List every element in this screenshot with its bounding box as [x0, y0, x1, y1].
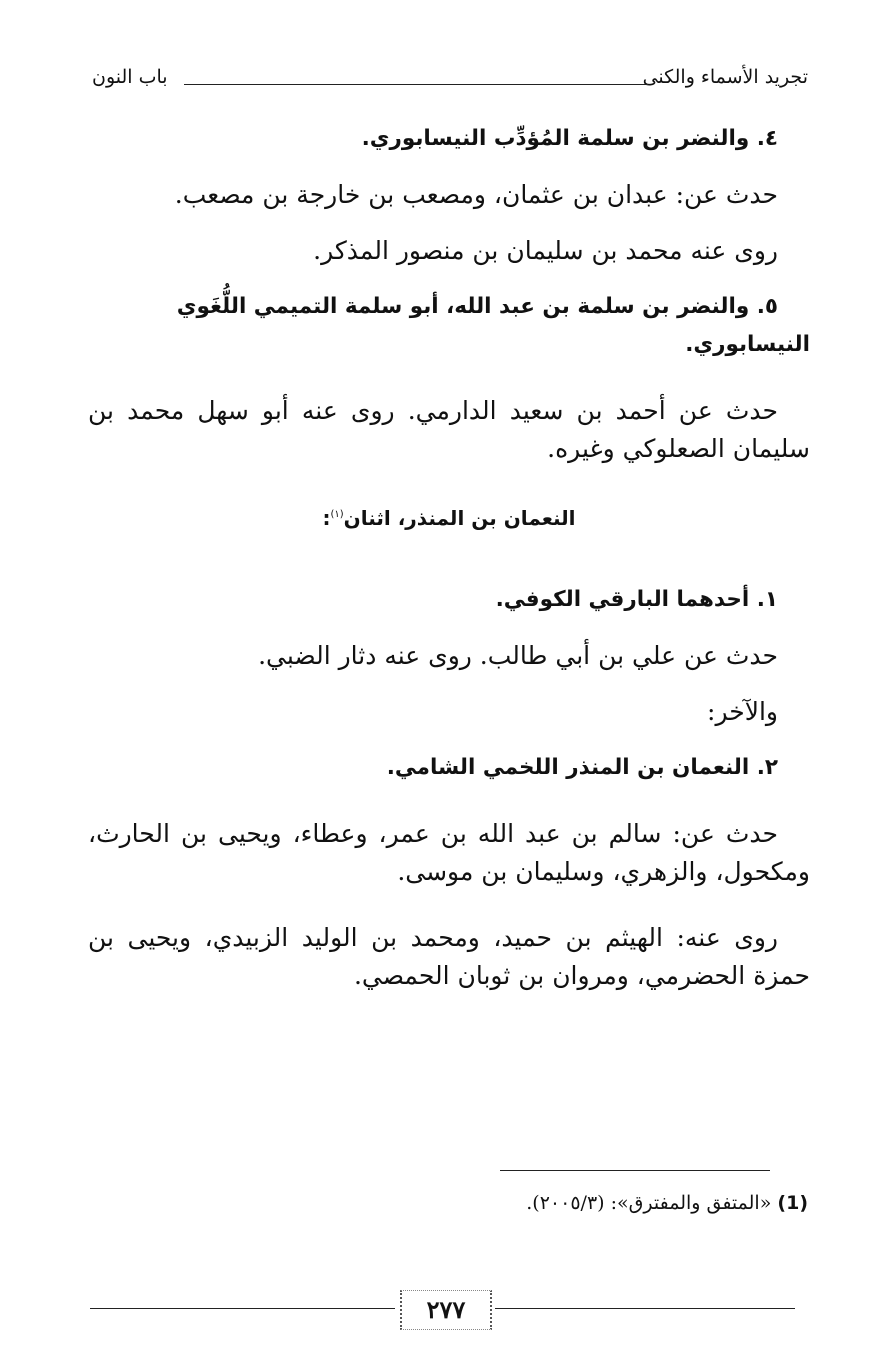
section-title — [88, 496, 810, 537]
footnote-number: (1) — [777, 1192, 808, 1214]
footer-rule-left — [90, 1308, 395, 1309]
section-title-text: النعمان بن المنذر، اثنان — [343, 506, 576, 530]
item-1-title: ١. أحدهما البارقي الكوفي. — [495, 587, 778, 612]
page-footer — [90, 1290, 795, 1336]
item-1-body: حدث عن علي بن أبي طالب. روى عنه دثار الضبي. — [258, 641, 778, 670]
running-header — [92, 62, 808, 96]
entry-4-narrated-from: حدث عن: عبدان بن عثمان، ومصعب بن خارجة بن مصعب. — [174, 180, 778, 209]
entry-4-title: ٤. والنضر بن سلمة المُؤدِّب النيسابوري. — [361, 126, 778, 151]
header-book-title: تجريد الأسماء والكنى — [642, 66, 808, 88]
section-title-suffix: : — [322, 506, 331, 530]
header-chapter: باب النون — [92, 66, 168, 88]
footnote — [526, 1188, 808, 1218]
page-body — [88, 120, 810, 995]
page-number: ٢٧٧ — [400, 1290, 492, 1330]
entry-5-title: ٥. والنضر بن سلمة بن عبد الله، أبو سلمة التميمي اللُّغَوي النيسابوري. — [176, 294, 810, 357]
item-2-narrators: روى عنه: الهيثم بن حميد، ومحمد بن الوليد الزبيدي، ويحيى بن حمزة الحضرمي، ومروان بن ثوبان الحمصي. — [88, 923, 810, 990]
header-rule — [184, 84, 648, 85]
footnote-text: «المتفق والمفترق»: (٢٠٠٥/٣). — [526, 1192, 772, 1214]
item-2-narrated-from: حدث عن: سالم بن عبد الله بن عمر، وعطاء، ويحيى بن الحارث، ومكحول، والزهري، وسليمان بن موسى. — [88, 819, 810, 886]
item-1-other: والآخر: — [707, 697, 778, 726]
footer-rule-right — [495, 1308, 795, 1309]
item-2-title: ٢. النعمان بن المنذر اللخمي الشامي. — [386, 755, 778, 780]
footnote-rule — [500, 1170, 770, 1171]
entry-5-body: حدث عن أحمد بن سعيد الدارمي. روى عنه أبو سهل محمد بن سليمان الصعلوكي وغيره. — [88, 396, 810, 463]
entry-4-narrators: روى عنه محمد بن سليمان بن منصور المذكر. — [313, 236, 778, 265]
footnote-marker: (١) — [330, 509, 344, 520]
